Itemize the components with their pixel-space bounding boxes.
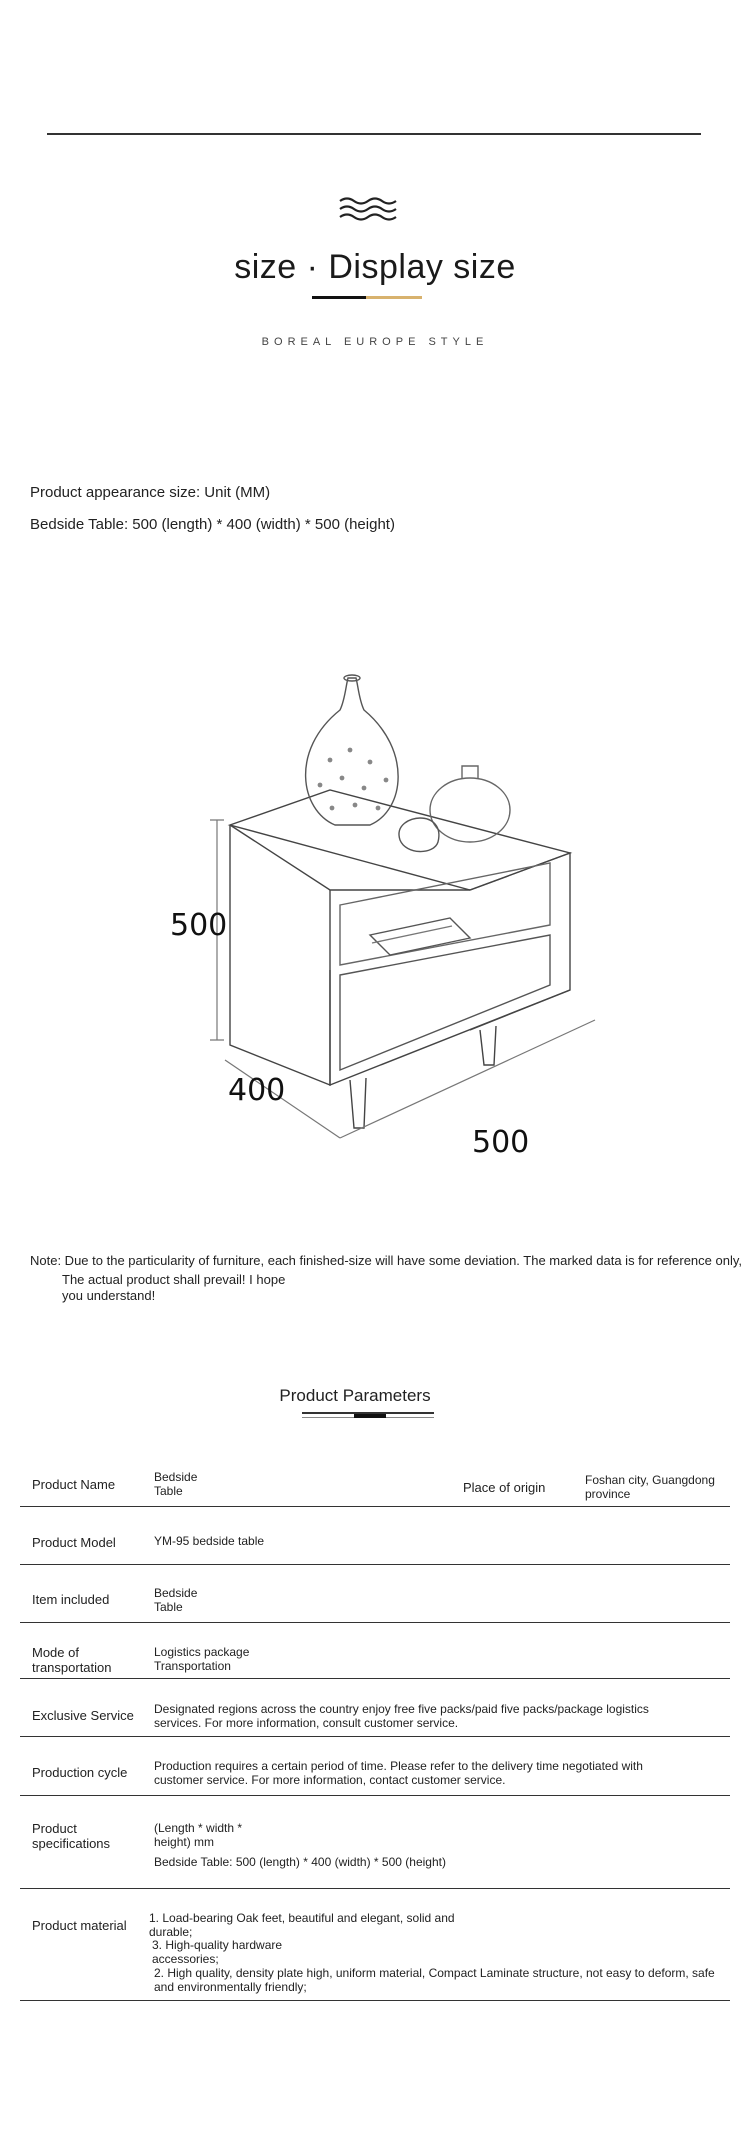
place-of-origin-value: Foshan city, Guangdong province [585,1473,715,1501]
row-divider [20,1888,730,1889]
size-dimensions-line: Bedside Table: 500 (length) * 400 (width) * 500 (height) [30,516,395,533]
row-divider [20,1506,730,1507]
product-model-label: Product Model [32,1535,116,1550]
height-dimension-label: 500 [170,908,228,943]
product-spec-label: Product specifications [32,1821,111,1851]
waves-icon [338,196,398,222]
row-divider [20,1564,730,1565]
row-divider [20,1678,730,1679]
length-dimension-label: 500 [472,1125,530,1160]
product-spec-value-dimensions: Bedside Table: 500 (length) * 400 (width) * 500 (height) [154,1855,446,1869]
row-divider [20,1736,730,1737]
item-included-label: Item included [32,1592,110,1607]
width-dimension-label: 400 [228,1073,286,1108]
item-included-value: Bedside Table [154,1586,198,1614]
row-divider [20,1795,730,1796]
note-line-1: Note: Due to the particularity of furniture, each finished-size will have some deviation. The marked data is for reference only, [30,1253,742,1268]
product-name-value: Bedside Table [154,1470,198,1498]
product-name-label: Product Name [32,1477,116,1492]
material-item-3: 3. High-quality hardware accessories; [152,1938,283,1966]
exclusive-service-value: Designated regions across the country enjoy free five packs/paid five packs/package logistics services. For more information, consult customer service. [154,1702,649,1730]
row-divider [20,1622,730,1623]
row-divider [20,2000,730,2001]
parameters-title: Product Parameters [279,1386,431,1405]
page-title: size · Display size [234,248,516,286]
brand-subtitle: BOREAL EUROPE STYLE [261,336,489,348]
material-item-2: 2. High quality, density plate high, uniform material, Compact Laminate structure, not easy to deform, safe and environmentally friendly; [154,1966,715,1994]
transportation-label: Mode of transportation [32,1645,112,1675]
product-spec-value-units: (Length * width * height) mm [154,1821,243,1849]
material-item-1: 1. Load-bearing Oak feet, beautiful and elegant, solid and durable; [149,1911,455,1939]
parameters-underline-accent [354,1414,386,1418]
title-underline-accent [366,296,422,299]
bedside-table-sketch [150,660,600,1160]
exclusive-service-label: Exclusive Service [32,1708,134,1723]
top-divider [47,133,701,135]
place-of-origin-label: Place of origin [463,1480,546,1495]
product-material-label: Product material [32,1918,127,1933]
production-cycle-label: Production cycle [32,1765,128,1780]
title-underline [312,296,366,299]
production-cycle-value: Production requires a certain period of time. Please refer to the delivery time negotiated with customer service. For more information, contact customer service. [154,1759,643,1787]
product-model-value: YM-95 bedside table [154,1534,265,1548]
transportation-value: Logistics package Transportation [154,1645,250,1673]
size-unit-line: Product appearance size: Unit (MM) [30,484,271,501]
note-line-2: The actual product shall prevail! I hope you understand! [62,1272,286,1303]
